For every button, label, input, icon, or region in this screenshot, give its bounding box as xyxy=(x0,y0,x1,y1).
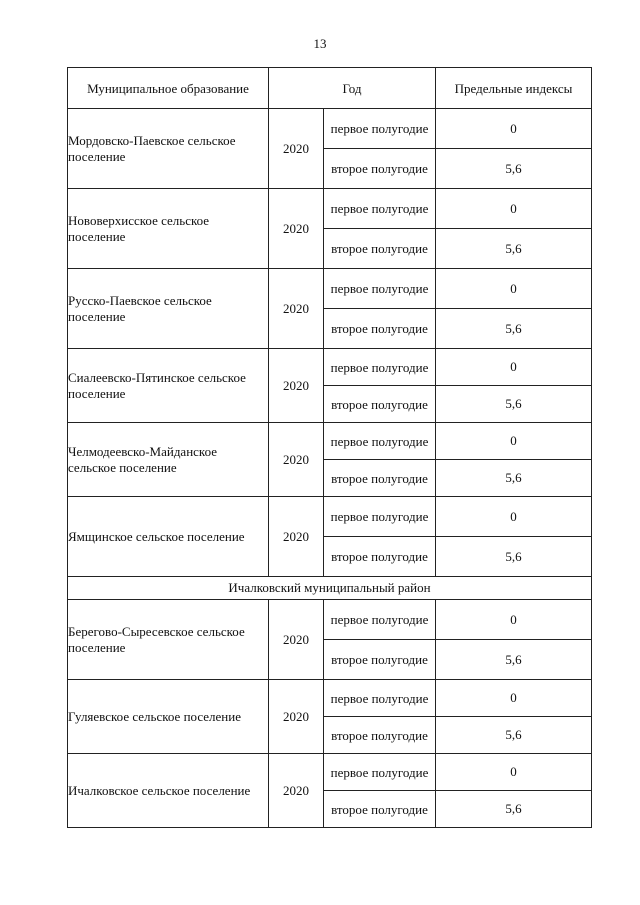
year-cell: 2020 xyxy=(269,754,324,828)
second-half-label: второе полугодие xyxy=(324,229,436,269)
second-half-label: второе полугодие xyxy=(324,717,436,754)
municipality-name: Ичалковское сельское поселение xyxy=(68,754,269,828)
table-row xyxy=(68,189,592,229)
municipality-name: Ямщинское сельское поселение xyxy=(68,497,269,577)
municipality-name: Гуляевское сельское поселение xyxy=(68,680,269,754)
first-half-label: первое полугодие xyxy=(324,109,436,149)
municipality-name: Сиалеевско-Пятинское сельское поселение xyxy=(68,349,269,423)
index-value: 5,6 xyxy=(436,309,592,349)
table-row xyxy=(68,600,592,640)
index-value: 5,6 xyxy=(436,717,592,754)
table-row xyxy=(68,680,592,717)
municipality-name: Русско-Паевское сельское поселение xyxy=(68,269,269,349)
index-value: 5,6 xyxy=(436,229,592,269)
second-half-label: второе полугодие xyxy=(324,791,436,828)
table-row xyxy=(68,497,592,537)
second-half-label: второе полугодие xyxy=(324,386,436,423)
index-value: 0 xyxy=(436,497,592,537)
first-half-label: первое полугодие xyxy=(324,754,436,791)
second-half-label: второе полугодие xyxy=(324,640,436,680)
year-cell: 2020 xyxy=(269,349,324,423)
first-half-label: первое полугодие xyxy=(324,497,436,537)
year-cell: 2020 xyxy=(269,497,324,577)
municipality-name: Мордовско-Паевское сельское поселение xyxy=(68,109,269,189)
index-value: 0 xyxy=(436,680,592,717)
index-value: 5,6 xyxy=(436,537,592,577)
table-row xyxy=(68,754,592,791)
index-value: 0 xyxy=(436,269,592,309)
table-row xyxy=(68,349,592,386)
index-value: 5,6 xyxy=(436,386,592,423)
limit-indices-table xyxy=(67,67,592,828)
first-half-label: первое полугодие xyxy=(324,269,436,309)
year-cell: 2020 xyxy=(269,109,324,189)
first-half-label: первое полугодие xyxy=(324,600,436,640)
second-half-label: второе полугодие xyxy=(324,537,436,577)
index-value: 5,6 xyxy=(436,791,592,828)
index-value: 0 xyxy=(436,349,592,386)
table-row xyxy=(68,423,592,460)
index-value: 5,6 xyxy=(436,460,592,497)
municipality-name: Челмодеевско-Майданское сельское поселение xyxy=(68,423,269,497)
index-value: 0 xyxy=(436,423,592,460)
index-value: 0 xyxy=(436,754,592,791)
first-half-label: первое полугодие xyxy=(324,680,436,717)
first-half-label: первое полугодие xyxy=(324,189,436,229)
section-row xyxy=(68,577,592,600)
header-indices: Предельные индексы xyxy=(436,68,592,109)
index-value: 5,6 xyxy=(436,149,592,189)
index-value: 0 xyxy=(436,109,592,149)
year-cell: 2020 xyxy=(269,680,324,754)
index-value: 0 xyxy=(436,189,592,229)
table-row xyxy=(68,109,592,149)
table-header-row xyxy=(68,68,592,109)
year-cell: 2020 xyxy=(269,600,324,680)
index-value: 5,6 xyxy=(436,640,592,680)
municipality-name: Нововерхисское сельское поселение xyxy=(68,189,269,269)
index-value: 0 xyxy=(436,600,592,640)
page-number: 13 xyxy=(313,36,327,51)
section-title: Ичалковский муниципальный район xyxy=(68,577,592,600)
year-cell: 2020 xyxy=(269,189,324,269)
first-half-label: первое полугодие xyxy=(324,423,436,460)
municipality-name: Берегово-Сыресевское сельское поселение xyxy=(68,600,269,680)
first-half-label: первое полугодие xyxy=(324,349,436,386)
second-half-label: второе полугодие xyxy=(324,309,436,349)
second-half-label: второе полугодие xyxy=(324,149,436,189)
second-half-label: второе полугодие xyxy=(324,460,436,497)
year-cell: 2020 xyxy=(269,269,324,349)
header-year: Год xyxy=(269,68,436,109)
table-row xyxy=(68,269,592,309)
header-municipality: Муниципальное образование xyxy=(68,68,269,109)
year-cell: 2020 xyxy=(269,423,324,497)
